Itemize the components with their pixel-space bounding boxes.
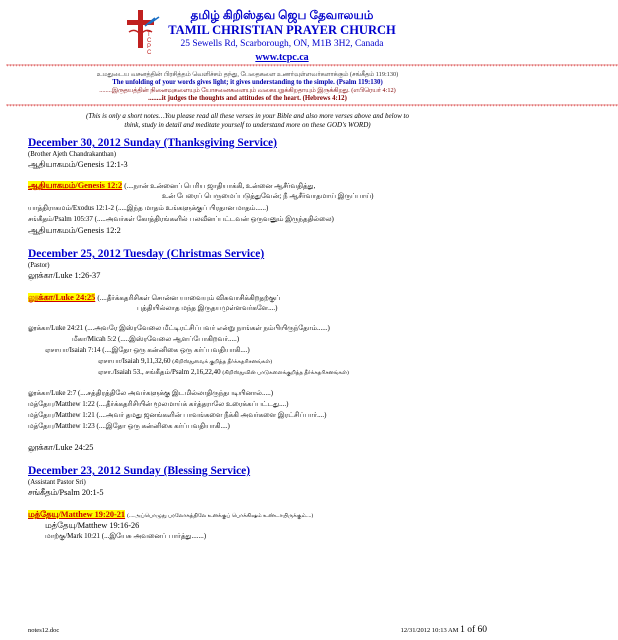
scripture-line: லூக்கா/Luke 2:7 (....சத்திரத்திலே அவர்களுக்கு இடமில்லாதிருந்தபடியினால்.....) [28, 389, 274, 397]
section-heading-blessing: December 23, 2012 Sunday (Blessing Service) [28, 465, 251, 477]
footer-meta [401, 625, 487, 635]
verse-hebrews-english: ........it judges the thoughts and attitudes of the heart. (Hebrews 4:12) [148, 95, 347, 102]
scripture-line: லூக்கா/Luke 24:21 (....அவரே இஸ்ரவேலை மீட்டிரட்சிப்பவர் என்று நாங்கள் நம்பியிருந்தோம்......) [28, 324, 330, 332]
study-note-line2: think, study in detail and meditate yourself to understand more on these GOD's WORD) [124, 121, 371, 129]
section-heading-thanksgiving: December 30, 2012 Sunday (Thanksgiving Service) [28, 137, 277, 149]
logo-letter-c: C [147, 38, 152, 44]
scripture-line: மீகா/Micah 5:2 (.....இஸ்ரவேலை ஆளப்போகிறவர்.....) [72, 335, 240, 343]
verse-hebrews-tamil: ........இருதயத்தின் நினைவுகளையும் யோசனைகளையும் வகையறுக்கிறதாயும் இருக்கிறது. (எபிரெயர் 4:12) [99, 87, 396, 94]
logo-letter-t: T [147, 32, 151, 38]
scripture-line [98, 368, 349, 377]
key-verse-highlight: லூக்கா/Luke 24:25 [28, 293, 96, 302]
scripture-line: மத்தேயு/Matthew 1:21 (....அவர் தமது ஜனங்களின் பாவங்களை நீக்கி அவர்களை இரட்சிப்பார்....) [28, 411, 327, 419]
key-verse-row [28, 181, 315, 192]
key-verse-highlight: ஆதியாகமம்/Genesis 12:2 [28, 181, 123, 190]
scripture-ref: ஏசா./Isaiah 53., சங்கீதம்/Psalm 2,16,22,40 [98, 368, 221, 376]
logo-letter-c2: C [147, 50, 152, 56]
scripture-reference: லூக்கா/Luke 1:26-37 [28, 271, 101, 280]
church-website-link[interactable]: www.tcpc.ca [255, 52, 309, 63]
scripture-reference: சங்கீதம்/Psalm 20:1-5 [28, 488, 104, 497]
divider-stars-middle: ************************************************************************************************************************************************************************************************************ [6, 104, 618, 110]
key-verse-text-cont: புத்தியில்லாத மந்த இருதயமுள்ளவர்களே....) [137, 304, 278, 312]
logo-letter-p: P [147, 44, 152, 50]
church-address: 25 Sewells Rd, Scarborough, ON, M1B 3H2, Canada [180, 39, 384, 49]
key-verse-text-cont: உன் பேரைப் பெருமைப்படுத்துவேன்; நீ ஆசீர்வாதமாய் இருப்பாய்) [162, 192, 374, 200]
verse-psalm-tamil: உமதுடைய வசனத்தின் பிரசித்தம் வெளிச்சம் தந்து, பேதைகளை உணர்வுள்ளவர்களாக்கும் (சங்கீதம் 119:130) [96, 71, 399, 78]
footer-datetime: 12/31/2012 10:13 AM [400, 627, 459, 634]
verse-psalm-english: The unfolding of your words gives light; it gives understanding to the simple. (Psalm 119:130) [112, 79, 383, 86]
key-verse-text: (....அப்பொழுது பரலோகத்திலே உனக்குப் பொக்கிஷம் உண்டாயிருக்கும்....) [127, 513, 314, 519]
section-speaker: (Assistant Pastor Sri) [28, 479, 86, 486]
key-verse-row [28, 510, 313, 521]
study-note-line1: (This is only a short notes…You please read all these verses in your Bible and also more verses above and below to [86, 112, 409, 120]
key-verse-text: (....தீர்க்கதரிசிகள் சொன்ன யாவையும் விசுவாசிக்கிறதற்குப் [97, 294, 281, 302]
scripture-line: லூக்கா/Luke 24:25 [28, 443, 94, 452]
scripture-line: மத்தேயு/Matthew 1:23 (....இதோ ஒரு கன்னிகை கர்ப்பவதியாகி....) [28, 422, 230, 430]
scripture-note: (கிறிஸ்துவைக் குறித்த தீர்க்கதரிசனங்கள்) [172, 359, 273, 365]
section-speaker: (Pastor) [28, 262, 50, 269]
key-verse-row [28, 293, 280, 304]
scripture-line: சங்கீதம்/Psalm 105:37 (.....அவர்கள் கோத்திரங்களில் பலவீனப்பட்டவன் ஒருவனும் இருந்ததில்லை) [28, 215, 334, 223]
section-heading-christmas: December 25, 2012 Tuesday (Christmas Service) [28, 248, 265, 260]
church-logo [121, 8, 165, 54]
footer-filename: notes12.doc [28, 627, 60, 634]
scripture-line: ஆதியாகமம்/Genesis 12:2 [28, 226, 121, 235]
key-verse-highlight: மத்தேயு/Matthew 19:20-21 [28, 510, 126, 519]
footer-page-number: 1 of 60 [460, 625, 487, 635]
scripture-ref: ஏசாயா/Isaiah 9,11,32,60 [98, 357, 171, 365]
scripture-line [98, 357, 272, 366]
section-speaker: (Brother Ajeth Chandrakanthan) [28, 151, 116, 158]
church-title-english: TAMIL CHRISTIAN PRAYER CHURCH [168, 23, 396, 37]
key-verse-text: (....நான் உன்னைப் பெரிய ஜாதியாக்கி, உன்னை ஆசீர்வதித்து, [124, 182, 316, 190]
scripture-line: ஏசாயா/Isaiah 7:14 (....இதோ ஒரு கன்னிகை ஒரு கர்ப்பவதியாகி....) [45, 346, 250, 354]
church-title-tamil: தமிழ் கிறிஸ்தவ ஜெப தேவாலயம் [190, 8, 374, 22]
scripture-line: யாத்திராகமம்/Exodus 12:1-2 (.....இந்த மாதம் உங்களுக்குப் பிரதான மாதம்......) [28, 204, 269, 212]
divider-stars-top: ************************************************************************************************************************************************************************************************************ [6, 64, 618, 70]
scripture-note: (கிறிஸ்துவின் பாடுகளைக்குறித்த தீர்க்கதரிசனங்கள்) [222, 370, 349, 376]
scripture-line: மாற்கு/Mark 10:21 (...இயேசு அவனைப் பார்த்து.......) [45, 532, 207, 540]
scripture-line: மத்தேயு/Matthew 19:16-26 [45, 521, 140, 530]
scripture-reference: ஆதியாகமம்/Genesis 12:1-3 [28, 160, 128, 169]
scripture-line: மத்தேயு/Matthew 1:22 (....தீர்க்கதரிசியின் மூலமாய்க் கர்த்தராலே உரைக்கப்பட்டது....) [28, 400, 289, 408]
